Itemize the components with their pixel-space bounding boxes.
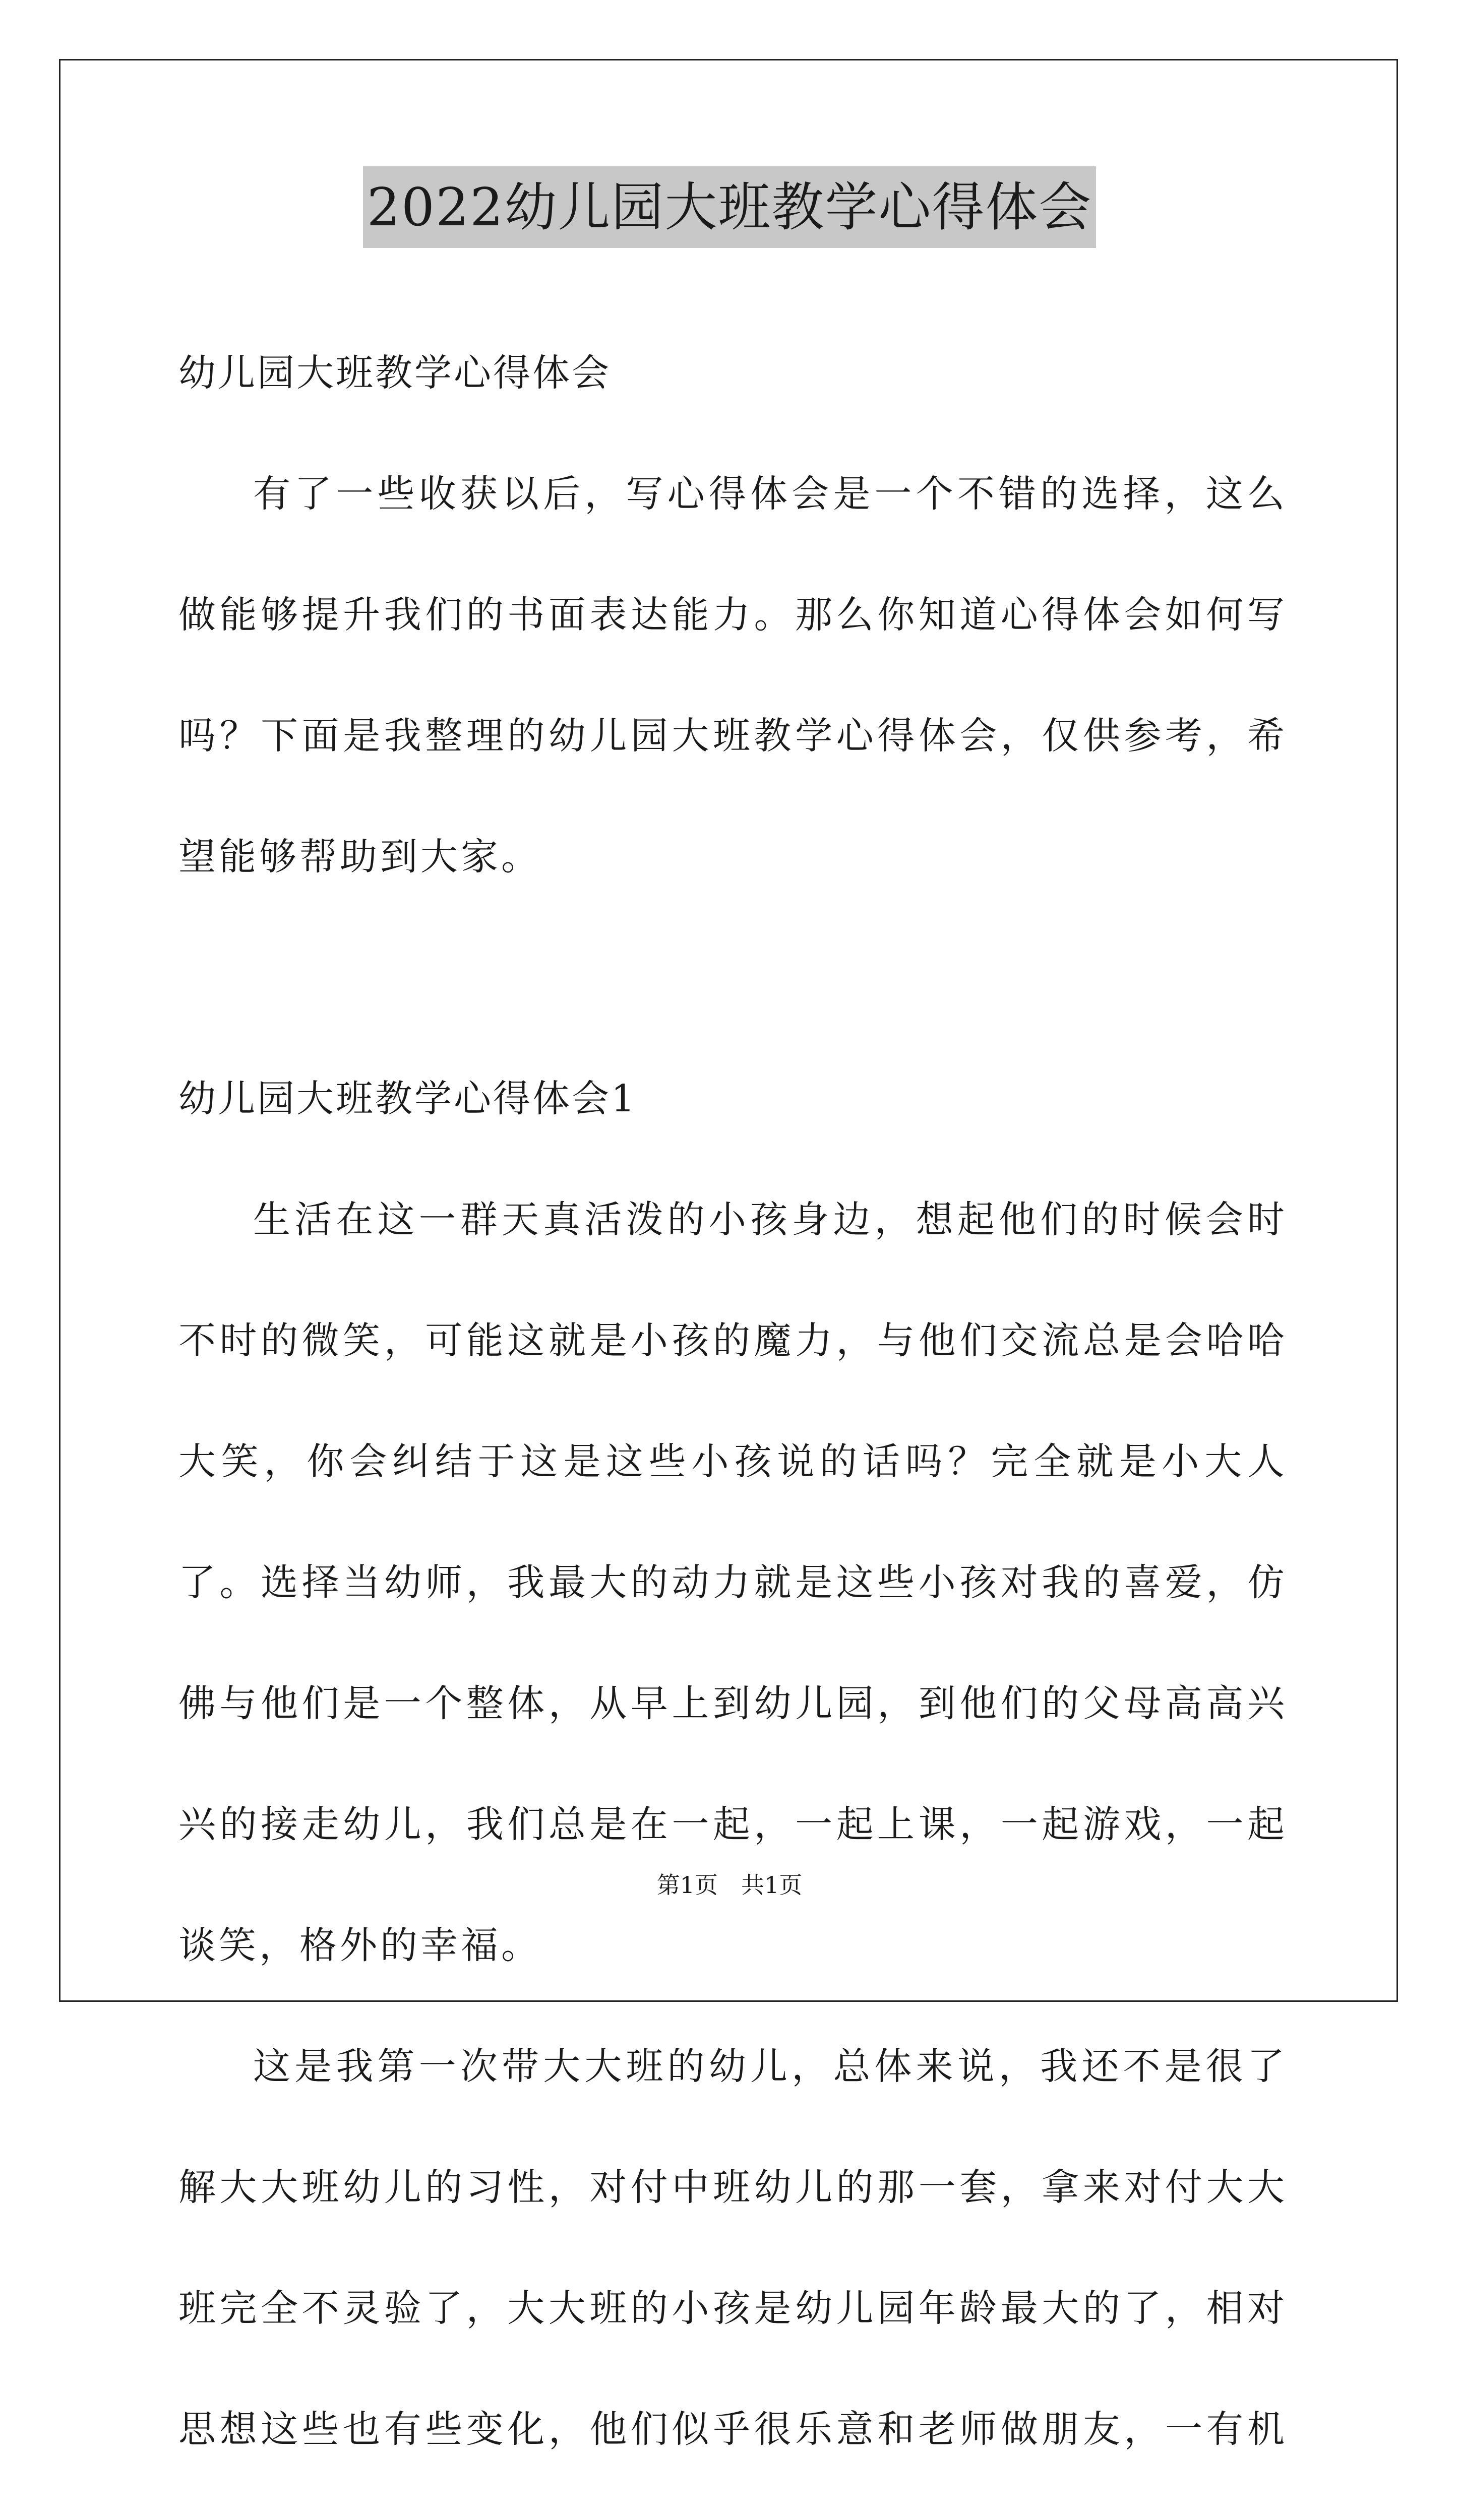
body-paragraph-1: 生活在这一群天真活泼的小孩身边，想起他们的时候会时不时的微笑，可能这就是小孩的魔力，与他们交流总是会哈哈大笑，你会纠结于这是这些小孩说的话吗？完全就是小大人了。选择当幼师，我最大的动力就是这些小孩对我的喜爱，仿佛与他们是一个整体，从早上到幼儿园，到他们的父母高高兴兴的接走幼儿，我们总是在一起，一起上课，一起游戏，一起谈笑，格外的幸福。 bbox=[178, 1198, 1288, 1967]
document-title: 2022幼儿园大班教学心得体会 bbox=[363, 166, 1097, 248]
intro-paragraph: 有了一些收获以后，写心得体会是一个不错的选择，这么做能够提升我们的书面表达能力。那么你知道心得体会如何写吗？下面是我整理的幼儿园大班教学心得体会，仅供参考，希望能够帮助到大家。 bbox=[178, 472, 1288, 878]
document-subtitle: 幼儿园大班教学心得体会 bbox=[178, 351, 611, 395]
section-spacer bbox=[178, 917, 1288, 1038]
page-number: 第1页 共1页 bbox=[656, 1871, 803, 1899]
title-container bbox=[0, 166, 1459, 248]
document-body bbox=[178, 312, 1288, 2520]
section-heading: 幼儿园大班教学心得体会1 bbox=[178, 1077, 637, 1120]
page-footer bbox=[0, 1870, 1459, 1900]
body-paragraph-2: 这是我第一次带大大班的幼儿，总体来说，我还不是很了解大大班幼儿的习性，对付中班幼儿的那一套，拿来对付大大班完全不灵验了，大大班的小孩是幼儿园年龄最大的了，相对思想这些也有些变化，他们似乎很乐意和老师做朋友，一有机 bbox=[178, 2045, 1288, 2451]
